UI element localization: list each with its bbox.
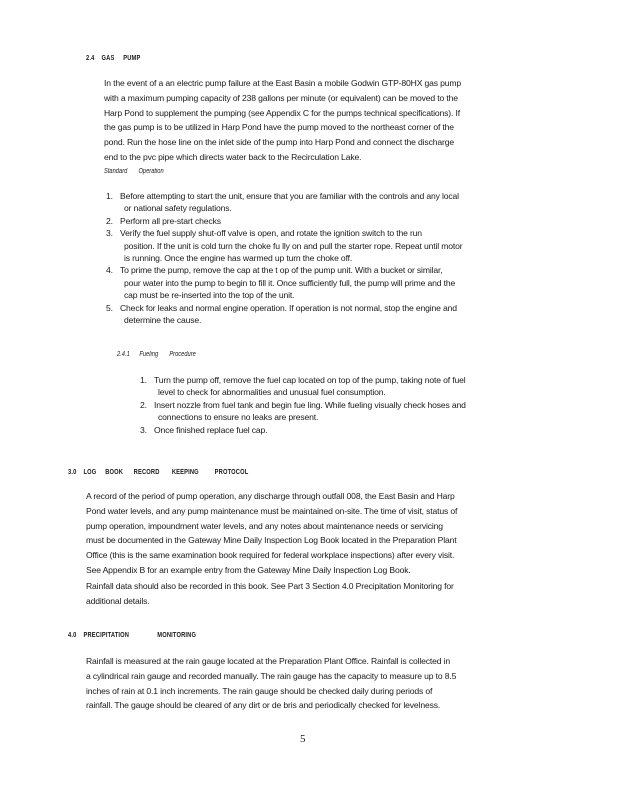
step-number: 3. [140, 424, 147, 435]
step-text-line: Once finished replace fuel cap. [154, 424, 268, 435]
rainfall-data-paragraph [86, 579, 454, 609]
step-text-line: Check for leaks and normal engine operation. If operation is not normal, stop the engine and [120, 302, 457, 313]
standard-operation-heading: Standard Operation [104, 168, 164, 175]
fueling-procedure-steps [140, 374, 466, 436]
text-line: See Appendix B for an example entry from the Gateway Mine Daily Inspection Log Book. [86, 564, 411, 575]
text-line: additional details. [86, 595, 150, 606]
step-number: 1. [140, 375, 147, 385]
text-line: pump operation, impoundment water levels, and any notes about maintenance needs or servicing [86, 520, 443, 531]
numbered-step [106, 190, 463, 215]
section-2-4-heading: 2.4 GAS PUMP [86, 55, 141, 62]
text-line: Office (this is the same examination book required for federal workplace inspections) after every visit. [86, 550, 455, 561]
numbered-step [106, 227, 463, 264]
step-number: 3. [106, 228, 113, 239]
text-line: inches of rain at 0.1 inch increments. The rain gauge should be checked daily during periods of [86, 685, 433, 696]
section-3-0-heading: 3.0 LOG BOOK RECORD KEEPING PROTOCOL [68, 469, 249, 476]
numbered-step [106, 215, 463, 227]
text-line: rainfall. The gauge should be cleared of any dirt or de bris and periodically checked for levelness. [86, 700, 441, 711]
step-text-line: level to check for abnormalities and unusual fuel consumption. [158, 387, 386, 398]
text-line: Rainfall data should also be recorded in this book. See Part 3 Section 4.0 Precipitation Monitoring for [86, 581, 454, 591]
text-line: with a maximum pumping capacity of 238 gallons per minute (or equivalent) can be moved to the [104, 92, 458, 103]
text-line: a cylindrical rain gauge and recorded manually. The rain gauge has the capacity to measure up to 8.5 [86, 670, 457, 681]
text-line: A record of the period of pump operation, any discharge through outfall 008, the East Basin and Harp [86, 491, 455, 501]
standard-operation-steps [106, 190, 463, 326]
text-line: Pond water levels, and any pump maintenance must be maintained on-site. The time of visit, status of [86, 505, 458, 516]
step-number: 1. [106, 191, 113, 201]
step-text-line: position. If the unit is cold turn the choke fu lly on and pull the starter rope. Repeat until motor [124, 240, 463, 251]
numbered-step [140, 424, 466, 436]
step-number: 2. [106, 215, 113, 226]
numbered-step [106, 264, 463, 301]
section-4-0-heading: 4.0 PRECIPITATION MONITORING [68, 632, 197, 639]
numbered-step [106, 302, 463, 327]
gas-pump-paragraph [104, 76, 461, 165]
step-text-line: determine the cause. [124, 315, 202, 326]
step-text-line: Insert nozzle from fuel tank and begin fue ling. While fueling visually check hoses and [154, 399, 466, 410]
text-line: Rainfall is measured at the rain gauge located at the Preparation Plant Office. Rainfall is collected in [86, 656, 451, 666]
precipitation-paragraph [86, 654, 456, 713]
text-line: In the event of a an electric pump failure at the East Basin a mobile Godwin GTP-80HX gas pump [104, 78, 462, 88]
step-text-line: Turn the pump off, remove the fuel cap located on top of the pump, taking note of fuel [154, 375, 466, 385]
text-line: Harp Pond to supplement the pumping (see Appendix C for the pumps technical specifications). If [104, 107, 460, 118]
step-text-line: connections to ensure no leaks are present. [158, 412, 319, 423]
text-line: end to the pvc pipe which directs water back to the Recirculation Lake. [104, 151, 362, 162]
fueling-procedure-heading: 2.4.1 Fueling Procedure [117, 351, 196, 358]
text-line: the gas pump is to be utilized in Harp Pond have the pump moved to the northeast corner of the [104, 122, 454, 133]
text-line: pond. Run the hose line on the inlet side of the pump into Harp Pond and connect the discharge [104, 137, 454, 148]
step-number: 2. [140, 399, 147, 410]
step-text-line: pour water into the pump to begin to fill it. Once sufficiently full, the pump will prime and the [124, 277, 456, 288]
numbered-step [140, 374, 466, 399]
log-book-paragraph [86, 489, 457, 578]
step-text-line: Perform all pre-start checks [120, 215, 221, 226]
page-number: 5 [300, 733, 306, 745]
step-text-line: Verify the fuel supply shut-off valve is open, and rotate the ignition switch to the run [120, 228, 422, 239]
step-number: 4. [106, 265, 113, 276]
step-text-line: To prime the pump, remove the cap at the t op of the pump unit. With a bucket or similar, [120, 265, 443, 276]
step-text-line: is running. Once the engine has warmed up turn the choke off. [124, 253, 353, 264]
step-text-line: cap must be re-inserted into the top of the unit. [124, 290, 295, 301]
numbered-step [140, 399, 466, 424]
step-text-line: Before attempting to start the unit, ensure that you are familiar with the controls and any local [120, 191, 459, 201]
step-number: 5. [106, 302, 113, 313]
text-line: must be documented in the Gateway Mine Daily Inspection Log Book located in the Preparation Plant [86, 535, 457, 546]
step-text-line: or national safety regulations. [124, 203, 232, 214]
